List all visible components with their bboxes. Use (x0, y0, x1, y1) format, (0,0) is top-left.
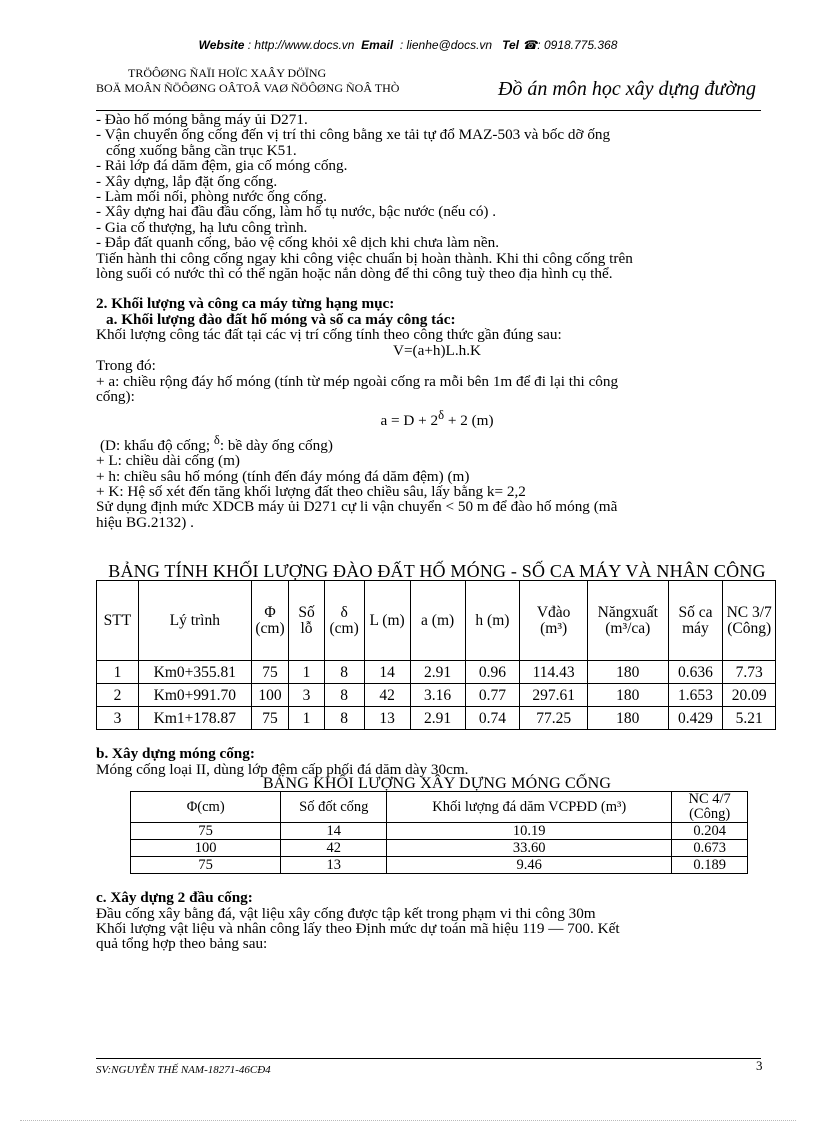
table-cell: 75 (131, 857, 281, 874)
table-cell: 1 (97, 661, 139, 684)
table-cell: 0.96 (465, 661, 520, 684)
text-line: - Làm mối nối, phòng nước ống cống. (96, 188, 327, 206)
page-bottom-border (20, 1120, 796, 1121)
text-line: Khối lượng vật liệu và nhân công lấy theo Định mức dự toán mã hiệu 119 — 700. Kết (96, 919, 620, 937)
table-cell: 297.61 (520, 684, 588, 707)
section-2-heading: 2. Khối lượng và công ca máy từng hạng mục: (96, 295, 395, 313)
excavation-table (96, 580, 776, 730)
table-cell: Km0+991.70 (138, 684, 251, 707)
table-cell: 13 (364, 707, 410, 730)
table-row (97, 684, 776, 707)
table-cell: 9.46 (387, 857, 672, 874)
table-cell: 5.21 (723, 707, 776, 730)
phone-icon: ☎ (522, 38, 538, 52)
table-cell: 8 (324, 684, 364, 707)
table-cell: Km0+355.81 (138, 661, 251, 684)
school-name: TRÖÔØNG ÑAÏI HOÏC XAÂY DÖÏNG (128, 66, 327, 80)
table-cell: 0.74 (465, 707, 520, 730)
website-value: : http://www.docs.vn (247, 38, 355, 52)
table-cell: 100 (131, 840, 281, 857)
text-line: - Đào hố móng bằng máy ủi D271. (96, 111, 308, 128)
project-title: Đồ án môn học xây dựng đường (497, 78, 756, 100)
table-cell: 2 (97, 684, 139, 707)
table-cell: 0.673 (672, 840, 748, 857)
table-cell: 20.09 (723, 684, 776, 707)
table-header-row (131, 792, 748, 823)
section-2a-heading: a. Khối lượng đào đất hố móng và số ca máy công tác: (106, 310, 456, 328)
website-label: Website (198, 38, 245, 52)
text-line: - Rải lớp đá dăm đệm, gia cố móng cống. (96, 157, 348, 175)
table-header-cell: Số ca máy (668, 581, 723, 661)
text-line: Đầu cống xây bằng đá, vật liệu xây cống được tập kết trong phạm vi thi công 30m (96, 904, 596, 922)
table-header-cell: Số lỗ (289, 581, 324, 661)
table-cell: 10.19 (387, 823, 672, 840)
table-cell: 3 (97, 707, 139, 730)
table-cell: 75 (251, 661, 289, 684)
page-number: 3 (756, 1058, 763, 1073)
table-row (97, 661, 776, 684)
formula-a: $a = D + 2^\delta + 2$ (m) (380, 408, 494, 430)
table-row (97, 707, 776, 730)
text-line: - Vận chuyển ống cống đến vị trí thi công bằng xe tải tự đổ MAZ-503 và bốc dỡ ống (96, 126, 611, 144)
table-header-cell: Φ (cm) (251, 581, 289, 661)
table-cell: 1.653 (668, 684, 723, 707)
text-line: lòng suối có nước thì có thể ngăn hoặc nắn dòng để thi công tuỳ theo địa hình cụ thể. (96, 265, 613, 283)
table-cell: 77.25 (520, 707, 588, 730)
footer-divider (96, 1058, 761, 1059)
table-header-cell: Năngxuất (m³/ca) (588, 581, 669, 661)
text-line: Móng cống loại II, dùng lớp đệm cấp phối đá dăm dày 30cm. (96, 760, 469, 778)
text-line: Khối lượng công tác đất tại các vị trí cống tính theo công thức gần đúng sau: (96, 326, 562, 344)
department-name: BOÄ MOÂN ÑÖÔØNG OÂTOÂ VAØ ÑÖÔØNG ÑOÂ THÒ (96, 81, 400, 95)
table-row (131, 840, 748, 857)
table-cell: 114.43 (520, 661, 588, 684)
text-line: cống xuống bằng cần trục K51. (106, 141, 297, 159)
school-block (96, 66, 399, 96)
table-cell: 7.73 (723, 661, 776, 684)
table-cell: 0.77 (465, 684, 520, 707)
text-line: Trong đó: (96, 357, 156, 375)
footer-author: SV:NGUYỄN THẾ NAM-18271-46CĐ4 (96, 1064, 271, 1076)
text-line: hiệu BG.2132) . (96, 513, 194, 531)
table-header-cell: Φ(cm) (131, 792, 281, 823)
table-cell: 100 (251, 684, 289, 707)
tel-value: : 0918.775.368 (537, 38, 618, 52)
text-line: + a: chiều rộng đáy hố móng (tính từ mép ngoài cống ra mỗi bên 1m để đi lại thi công (96, 372, 619, 390)
table-cell: 0.429 (668, 707, 723, 730)
formula-volume: V=(a+h)L.h.K (393, 341, 481, 359)
section-c-heading: c. Xây dựng 2 đầu cống: (96, 889, 253, 907)
text-line: - Đắp đất quanh cống, bảo vệ cống khỏi xê dịch khi chưa làm nền. (96, 234, 499, 252)
table-cell: 33.60 (387, 840, 672, 857)
text-line: - Xây dựng, lắp đặt ống cống. (96, 172, 278, 190)
table-cell: 2.91 (410, 661, 465, 684)
table-header-cell: δ (cm) (324, 581, 364, 661)
table1-title: BẢNG TÍNH KHỐI LƯỢNG ĐÀO ĐẤT HỐ MÓNG - SỐ CA MÁY VÀ NHÂN CÔNG (108, 561, 766, 582)
table-row (131, 857, 748, 874)
table-header-row (97, 581, 776, 661)
text-line: cống): (96, 387, 135, 405)
text-line: - Gia cố thượng, hạ lưu công trình. (96, 218, 308, 236)
table-cell: 75 (131, 823, 281, 840)
table-cell: 180 (588, 707, 669, 730)
table-header-cell: Vđào (m³) (520, 581, 588, 661)
table-cell: 42 (281, 840, 387, 857)
table-cell: 0.636 (668, 661, 723, 684)
table-cell: 180 (588, 661, 669, 684)
table-cell: 0.189 (672, 857, 748, 874)
table-cell: 180 (588, 684, 669, 707)
table-cell: 1 (289, 661, 324, 684)
table2-title: BẢNG KHỐI LƯỢNG XÂY DỰNG MÓNG CỐNG (262, 775, 612, 793)
table-cell: 8 (324, 661, 364, 684)
definition-D: (D: khẩu độ cống; $^\delta$: bề dày ống cống) (100, 432, 333, 454)
table-header-cell: h (m) (465, 581, 520, 661)
tel-label: Tel (502, 38, 519, 52)
text-line: Sử dụng định mức XDCB máy ủi D271 cự li vận chuyển < 50 m để đào hố móng (mã (96, 498, 618, 516)
table-row (131, 823, 748, 840)
section-b-heading: b. Xây dựng móng cống: (96, 745, 255, 763)
table-header-cell: NC 4/7 (Công) (672, 792, 748, 823)
table-cell: Km1+178.87 (138, 707, 251, 730)
website-header (0, 38, 816, 52)
table-cell: 8 (324, 707, 364, 730)
text-line: Tiến hành thi công cống ngay khi công việc chuẩn bị hoàn thành. Khi thi công cống trên (96, 249, 633, 267)
text-line: + h: chiều sâu hố móng (tính đến đáy móng đá dăm đệm) (m) (96, 467, 470, 485)
email-label: Email (361, 38, 394, 52)
table-cell: 1 (289, 707, 324, 730)
email-value: : lienhe@docs.vn (399, 38, 493, 52)
table-header-cell: STT (97, 581, 139, 661)
table-header-cell: a (m) (410, 581, 465, 661)
text-line: quả tổng hợp theo bảng sau: (96, 935, 268, 953)
table-header-cell: L (m) (364, 581, 410, 661)
table-header-cell: Lý trình (138, 581, 251, 661)
page-content (96, 112, 778, 952)
table-header-cell: Số đốt cống (281, 792, 387, 823)
foundation-table (130, 791, 748, 874)
table-cell: 2.91 (410, 707, 465, 730)
table-cell: 0.204 (672, 823, 748, 840)
table-cell: 13 (281, 857, 387, 874)
text-line: - Xây dựng hai đầu đầu cống, làm hố tụ nước, bậc nước (nếu có) . (96, 203, 497, 221)
text-line: + L: chiều dài cống (m) (96, 452, 240, 470)
text-line: + K: Hệ số xét đến tăng khối lượng đất theo chiều sâu, lấy bằng k= 2,2 (96, 483, 526, 501)
table-cell: 14 (281, 823, 387, 840)
table-header-cell: NC 3/7 (Công) (723, 581, 776, 661)
table-cell: 3.16 (410, 684, 465, 707)
table-cell: 75 (251, 707, 289, 730)
table-cell: 42 (364, 684, 410, 707)
table-cell: 3 (289, 684, 324, 707)
table-cell: 14 (364, 661, 410, 684)
table-header-cell: Khối lượng đá dăm VCPĐD (m³) (387, 792, 672, 823)
